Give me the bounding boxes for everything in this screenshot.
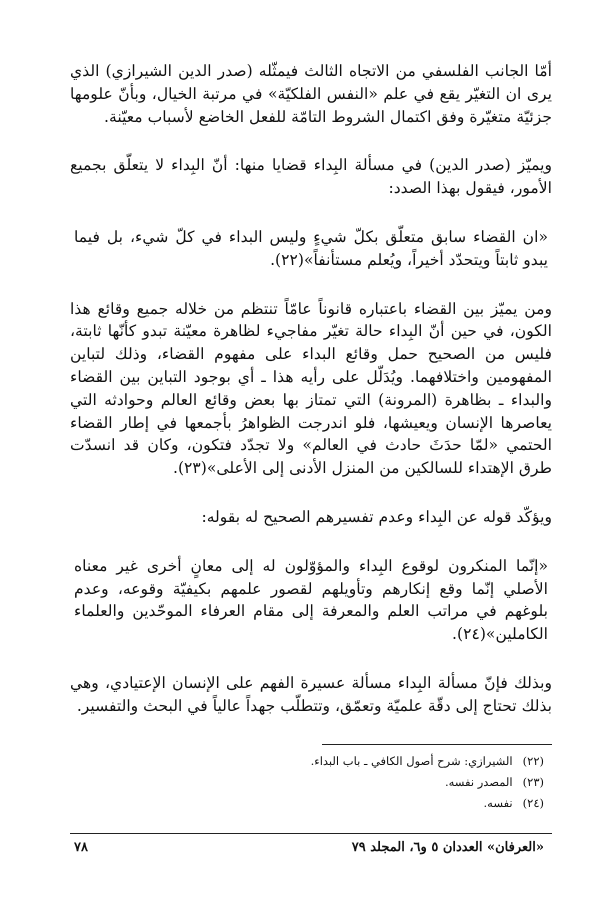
footnote-number: (٢٤)	[522, 796, 544, 810]
page-number: ٧٨	[74, 840, 88, 855]
paragraph: وبذلك فإنّ مسألة البِداء مسألة عسيرة الفهم على الإنسان الإعتيادي، وهي بذلك تحتاج إلى دقّة علميّة وتعمّق، وتتطلّب جهداً عالياً في البحث والتفسير.	[70, 673, 552, 715]
paragraph: ومن يميّز بين القضاء باعتباره قانوناً عامّاً تنتظم من خلاله جميع وقائع هذا الكون، في حين أنّ البِداء حالة تغيّر مفاجيء لظاهرة معيّنة تبدو كأنّها ثابتة، فليس من الصحيح حمل وقائع البداء على مفهوم القضاء، وذلك لتباين المفهومين واختلافهما. ويُدَلّل على رأيه هذا ـ أي بوجود التباين بين القضاء والبداء ـ بظاهرة (المرونة) التي تمتاز بها بعض وقائع العالم وحوادثه التي يعاصرها الإنسان ويعيشها، فلو اندرجت الظواهرُ بأجمعها في إطار القضاء الحتمي «لمّا حدَثَ حادث في العالم» ولا تجدّد فتكون، وكان قد انسدّت طرق الإهتداء للسالكين من المنزل الأدنى إلى الأعلى»(٢٣).	[70, 299, 552, 478]
footnotes	[250, 751, 544, 814]
footnote-item	[250, 772, 544, 793]
journal-citation: «العرفان» العددان ٥ و٦، المجلد ٧٩	[351, 840, 544, 855]
paragraph: أمّا الجانب الفلسفي من الاتجاه الثالث فيمثّله (صدر الدين الشيرازي) الذي يرى ان التغيّر يقع في علم «النفس الفلكيّة» في مرتبة الخيال، وبأنّ علومها جزئيّة متغيّرة وفق اكتمال الشروط التامّة للفعل الخاضع لأسباب معيّنة.	[70, 62, 552, 126]
footnote-text: المصدر نفسه.	[444, 775, 513, 789]
footnote-number: (٢٣)	[522, 775, 544, 789]
footnote-item	[250, 751, 544, 772]
quotation: «ان القضاء سابق متعلّق بكلّ شيءٍ وليس البداء في كلّ شيء، بل فيما يبدو ثابتاً ويتحدّد أخيراً، ويُعلم مستأنفاً»(٢٢).	[74, 227, 548, 269]
quotation: «إنّما المنكرون لوقوع البِداء والمؤوّلون له إلى معانٍ أخرى غير معناه الأصلي إنّما وقع إنكارهم وتأويلهم لقصور علمهم بكيفيّة وقوعه، وعدم بلوغهم في مراتب العلم والمعرفة إلى مقام العرفاء الموحّدين والعلماء الكاملين»(٢٤).	[74, 556, 548, 644]
footnote-text: نفسه.	[483, 796, 513, 810]
footnotes-divider	[322, 744, 552, 745]
paragraph: ويؤكّد قوله عن البِداء وعدم تفسيرهم الصحيح له بقوله:	[201, 507, 552, 526]
footnote-text: الشيرازي: شرح أصول الكافي ـ باب البداء.	[310, 754, 513, 768]
footer-divider	[70, 833, 552, 834]
footnote-item	[250, 793, 544, 814]
paragraph: ويميّز (صدر الدين) في مسألة البِداء قضايا منها: أنّ البِداء لا يتعلّق بجميع الأمور، فيقول بهذا الصدد:	[70, 156, 552, 198]
main-text	[70, 60, 552, 744]
footnote-number: (٢٢)	[522, 754, 544, 768]
